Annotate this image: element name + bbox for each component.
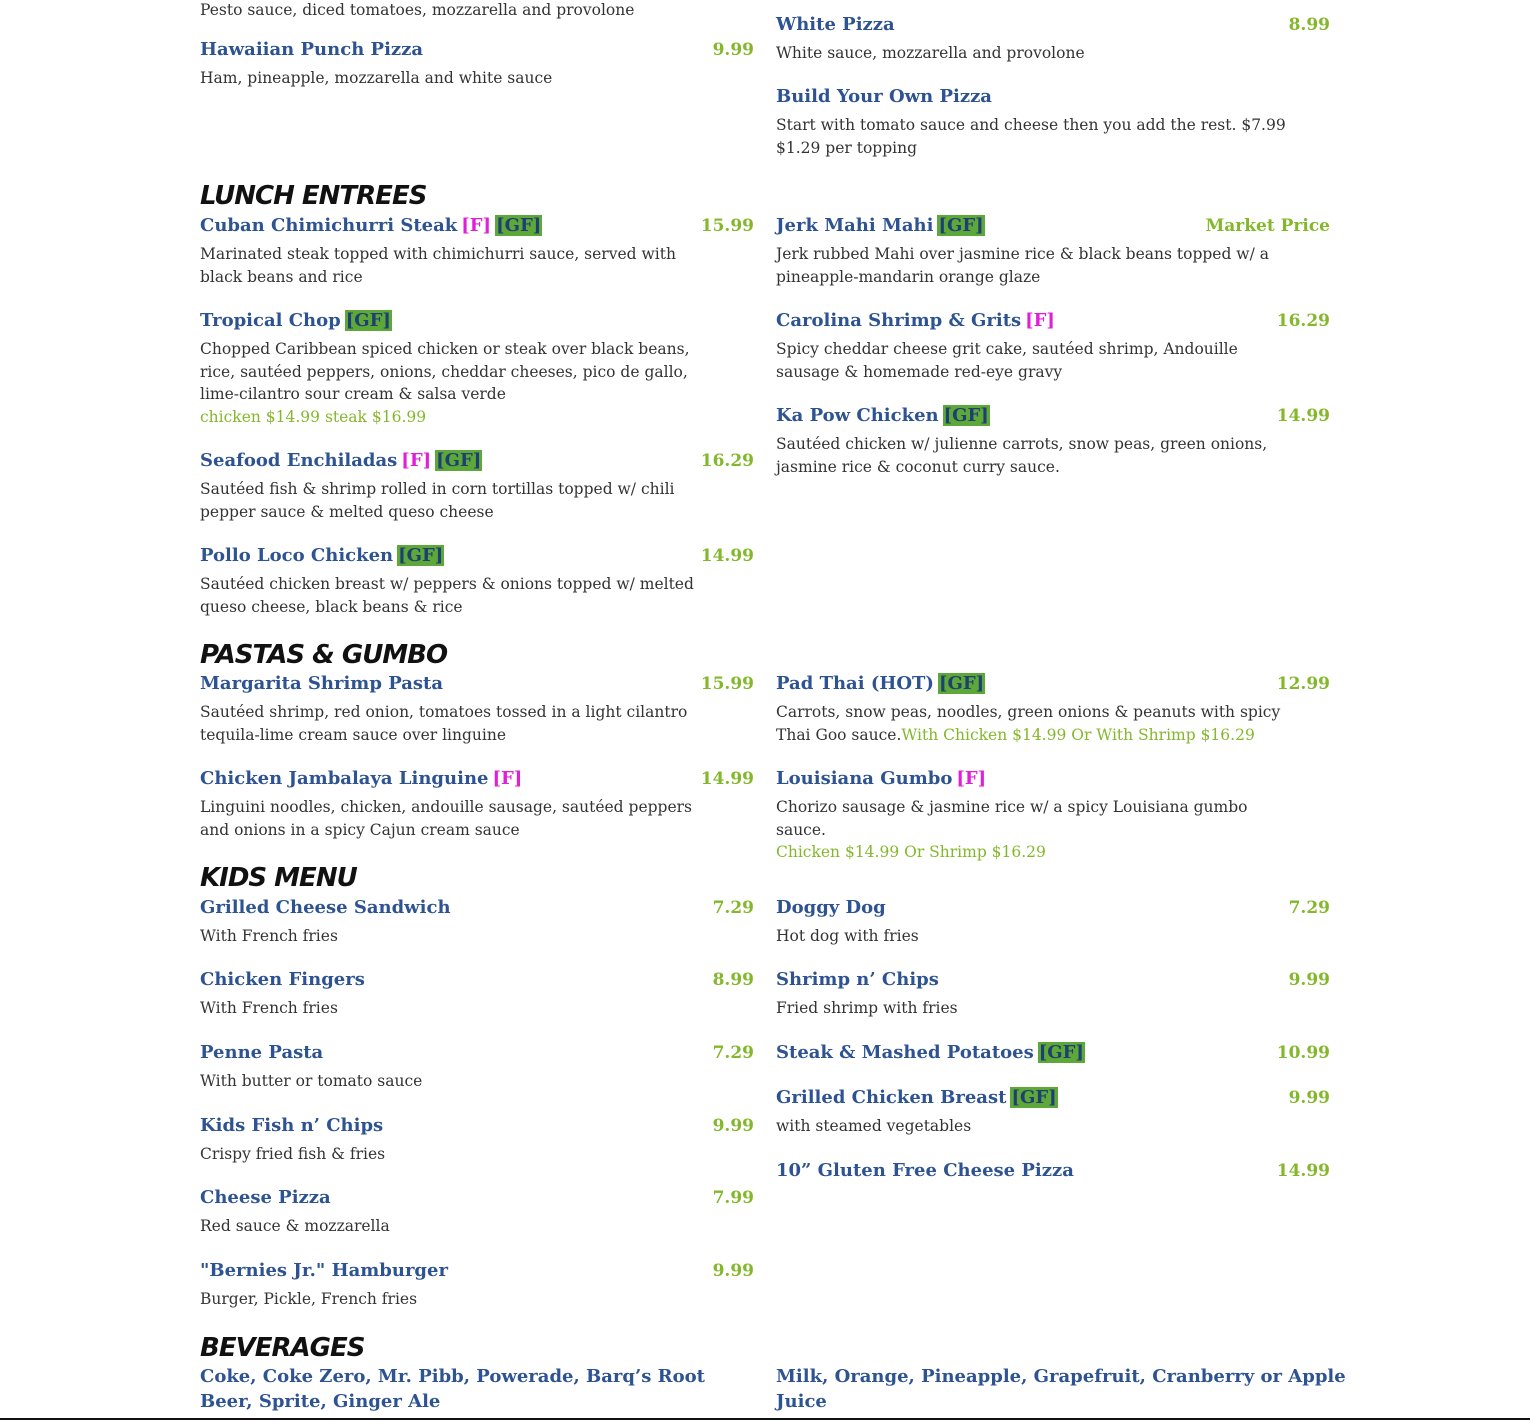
menu-item [200, 541, 754, 618]
menu-item [776, 965, 1330, 1020]
item-description: Sautéed chicken breast w/ peppers & onions topped w/ melted queso cheese, black beans & rice [200, 575, 694, 616]
section-title-beverages: BEVERAGES [200, 1333, 365, 1363]
menu-item [200, 965, 754, 1020]
item-description: Crispy fried fish & fries [200, 1145, 386, 1163]
tag-fried: [F] [1025, 310, 1055, 331]
item-price: 8.99 [1288, 15, 1330, 35]
item-description: With French fries [200, 999, 338, 1017]
item-description: with steamed vegetables [776, 1117, 972, 1135]
tag-gluten-free: [GF] [436, 450, 482, 471]
item-price: 12.99 [1276, 674, 1330, 694]
item-description: Burger, Pickle, French fries [200, 1290, 418, 1308]
section-title-kids-menu: KIDS MENU [200, 863, 357, 893]
section-title-pastas-gumbo: PASTAS & GUMBO [200, 640, 448, 670]
item-description: Carrots, snow peas, noodles, green onions & peanuts with spicy Thai Goo sauce.With Chicken $14.99 Or With Shrimp $16.29 [776, 703, 1281, 744]
item-description: Marinated steak topped with chimichurri sauce, served with black beans and rice [200, 245, 676, 286]
item-name: Pollo Loco Chicken [GF] [200, 545, 444, 566]
item-price: 14.99 [1276, 1161, 1330, 1181]
menu-item [776, 82, 1330, 159]
menu-item [200, 1111, 754, 1166]
item-price: 7.99 [712, 1188, 754, 1208]
tag-fried: [F] [492, 768, 523, 789]
menu-item [200, 35, 754, 90]
item-name: Carolina Shrimp & Grits [F] [776, 310, 1055, 331]
item-description: Chorizo sausage & jasmine rice w/ a spicy Louisiana gumbo sauce. [776, 798, 1248, 839]
item-name: Steak & Mashed Potatoes [GF] [776, 1042, 1084, 1063]
tag-gluten-free: [GF] [345, 310, 391, 331]
tag-gluten-free: [GF] [1011, 1087, 1057, 1108]
item-price: 14.99 [700, 546, 754, 566]
item-price: 9.99 [712, 1261, 754, 1281]
item-price: 16.29 [1276, 311, 1330, 331]
item-price: 9.99 [712, 40, 754, 60]
item-name: Tropical Chop [GF] [200, 310, 391, 331]
item-description: Hot dog with fries [776, 927, 919, 945]
item-price: 7.29 [712, 1043, 754, 1063]
item-price: 9.99 [1288, 1088, 1330, 1108]
item-description: Start with tomato sauce and cheese then you add the rest. $7.99 $1.29 per topping [776, 116, 1286, 157]
tag-gluten-free: [GF] [398, 545, 444, 566]
beverage-item: Coke, Coke Zero, Mr. Pibb, Powerade, Barq’s Root Beer, Sprite, Ginger Ale [200, 1366, 705, 1412]
item-name: Cuban Chimichurri Steak [F] [GF] [200, 215, 542, 236]
item-price: 16.29 [700, 451, 754, 471]
item-name: Jerk Mahi Mahi [GF] [776, 215, 984, 236]
tag-gluten-free: [GF] [943, 405, 989, 426]
item-name: Chicken Jambalaya Linguine [F] [200, 768, 523, 789]
tag-fried: [F] [401, 450, 432, 471]
menu-item [776, 211, 1330, 288]
menu-item [776, 306, 1330, 383]
tag-gluten-free: [GF] [496, 215, 542, 236]
menu-item [200, 764, 754, 841]
tag-gluten-free: [GF] [938, 215, 984, 236]
page-bottom-divider [0, 1418, 1530, 1420]
item-description: Fried shrimp with fries [776, 999, 958, 1017]
item-price: 10.99 [1276, 1043, 1330, 1063]
item-price-options: Chicken $14.99 Or Shrimp $16.29 [776, 843, 1046, 861]
item-name: Penne Pasta [200, 1042, 324, 1063]
item-description: Sautéed shrimp, red onion, tomatoes tossed in a light cilantro tequila-lime cream sauce over linguine [200, 703, 688, 744]
item-price-options: chicken $14.99 steak $16.99 [200, 407, 427, 426]
item-description: Sautéed chicken w/ julienne carrots, snow peas, green onions, jasmine rice & coconut curry sauce. [776, 435, 1268, 476]
menu-item [200, 893, 754, 948]
item-description: Jerk rubbed Mahi over jasmine rice & black beans topped w/ a pineapple-mandarin orange glaze [776, 245, 1269, 286]
tag-gluten-free: [GF] [1038, 1042, 1084, 1063]
menu-item [200, 1038, 754, 1093]
item-description: Chopped Caribbean spiced chicken or steak over black beans, rice, sautéed peppers, onions, cheddar cheeses, pico de gallo, lime-cilantro sour cream & salsa verde [200, 340, 690, 403]
item-description: Pesto sauce, diced tomatoes, mozzarella and provolone [200, 1, 635, 19]
item-name: Grilled Chicken Breast [GF] [776, 1087, 1057, 1108]
item-price: 7.29 [712, 898, 754, 918]
item-price: 15.99 [700, 674, 754, 694]
item-description: Linguini noodles, chicken, andouille sausage, sautéed peppers and onions in a spicy Cajun cream sauce [200, 798, 693, 839]
item-description: Ham, pineapple, mozzarella and white sauce [200, 69, 553, 87]
tag-fried: [F] [956, 768, 987, 789]
item-name: Cheese Pizza [200, 1187, 331, 1208]
menu-item [200, 1256, 754, 1311]
menu-item [200, 1183, 754, 1238]
tag-gluten-free: [GF] [938, 673, 985, 694]
menu-item [200, 446, 754, 523]
item-price: 14.99 [700, 769, 754, 789]
item-price: 9.99 [712, 1116, 754, 1136]
item-description: With butter or tomato sauce [200, 1072, 423, 1090]
menu-item [776, 1038, 1330, 1068]
item-description: White sauce, mozzarella and provolone [776, 44, 1085, 62]
item-price-options: With Chicken $14.99 Or With Shrimp $16.29 [901, 725, 1255, 744]
item-price: 7.29 [1288, 898, 1330, 918]
item-description: Sautéed fish & shrimp rolled in corn tortillas topped w/ chili pepper sauce & melted queso cheese [200, 480, 675, 521]
beverage-item: Milk, Orange, Pineapple, Grapefruit, Cranberry or Apple Juice [776, 1366, 1346, 1412]
item-description: Spicy cheddar cheese grit cake, sautéed shrimp, Andouille sausage & homemade red-eye gravy [776, 340, 1238, 381]
menu-item [200, 306, 754, 428]
menu-item [776, 10, 1330, 65]
item-description: Red sauce & mozzarella [200, 1217, 390, 1235]
menu-item [776, 893, 1330, 948]
item-name: Grilled Cheese Sandwich [200, 897, 451, 918]
section-title-lunch-entrees: LUNCH ENTREES [200, 181, 427, 211]
item-name: "Bernies Jr." Hamburger [200, 1260, 448, 1281]
menu-item [776, 1083, 1330, 1138]
menu-item [200, 211, 754, 288]
item-name: White Pizza [776, 14, 895, 35]
item-price: 9.99 [1288, 970, 1330, 990]
item-name: Hawaiian Punch Pizza [200, 39, 424, 60]
tag-fried: [F] [461, 215, 492, 236]
menu-item [200, 669, 754, 746]
item-price: 15.99 [700, 216, 754, 236]
item-price: 8.99 [712, 970, 754, 990]
item-name: Build Your Own Pizza [776, 86, 992, 107]
item-description: With French fries [200, 927, 338, 945]
menu-item [200, 0, 754, 22]
item-price: Market Price [1205, 216, 1330, 236]
item-price: 14.99 [1276, 406, 1330, 426]
item-name: Ka Pow Chicken [GF] [776, 405, 989, 426]
menu-item [776, 764, 1330, 864]
item-name: Chicken Fingers [200, 969, 365, 990]
menu-item [776, 401, 1330, 478]
item-name: Louisiana Gumbo [F] [776, 768, 987, 789]
item-name: Doggy Dog [776, 897, 886, 918]
item-name: Pad Thai (HOT) [GF] [776, 673, 985, 694]
menu-item [776, 1156, 1330, 1186]
item-name: Seafood Enchiladas [F] [GF] [200, 450, 482, 471]
item-name: 10” Gluten Free Cheese Pizza [776, 1160, 1074, 1181]
item-name: Margarita Shrimp Pasta [200, 673, 444, 694]
item-name: Kids Fish n’ Chips [200, 1115, 384, 1136]
item-name: Shrimp n’ Chips [776, 969, 939, 990]
menu-item [776, 669, 1330, 746]
